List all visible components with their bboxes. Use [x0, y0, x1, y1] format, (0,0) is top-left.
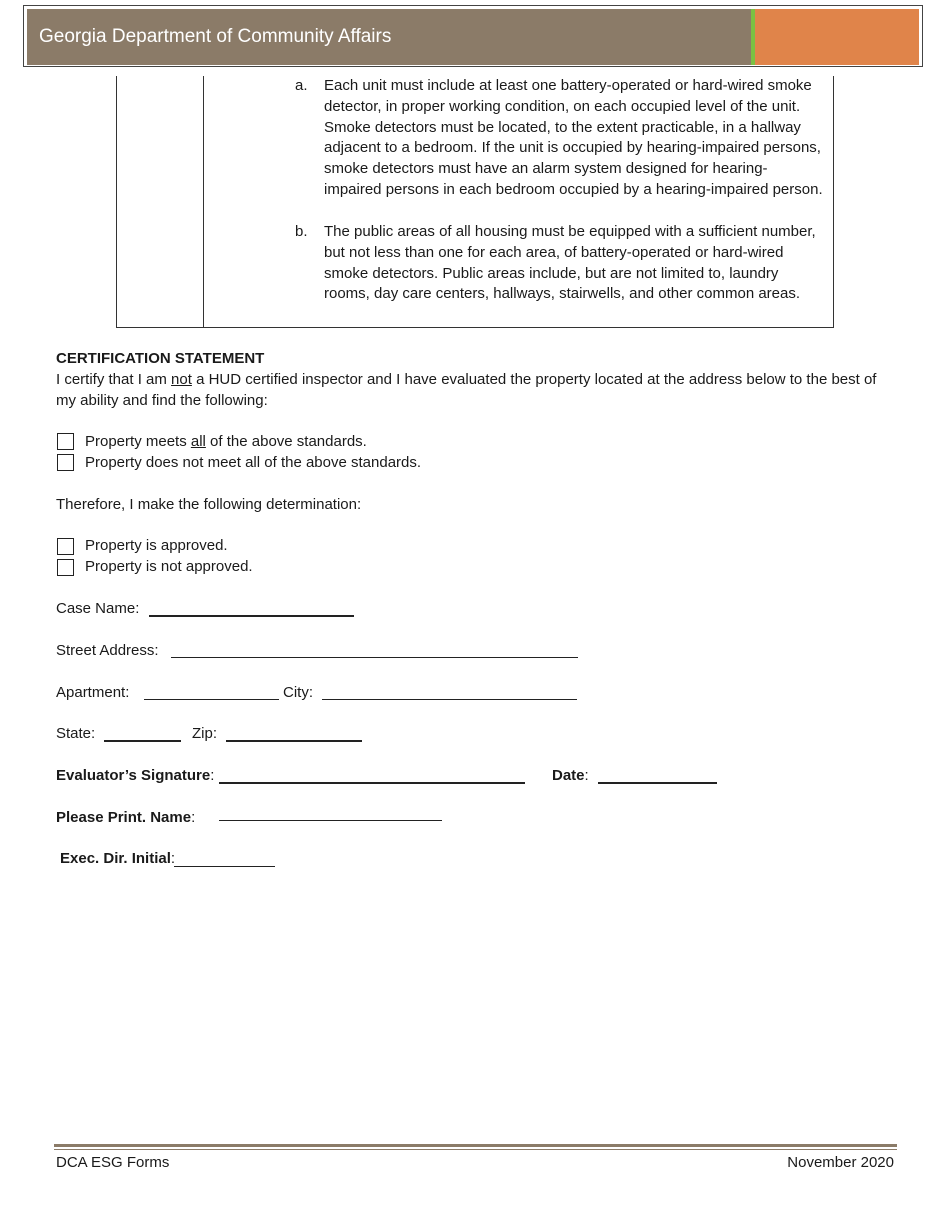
- city-label: City:: [283, 684, 313, 701]
- meets-standards-checkbox[interactable]: [57, 433, 74, 450]
- requirement-item-a: [295, 76, 825, 201]
- state-label: State:: [56, 725, 96, 742]
- requirement-text: The public areas of all housing must be equipped with a sufficient number, but not less than one for each area, of battery-operated or hard-wired smoke detectors. Public areas include, but are not limited to, laundry rooms, day care centers, hallways, stairwells, and other common areas.: [324, 223, 816, 303]
- exec-initial-label: Exec. Dir. Initial:: [60, 850, 176, 867]
- not-meets-standards-checkbox[interactable]: [57, 454, 74, 471]
- meets-standards-label: Property meets all of the above standards.: [85, 433, 367, 450]
- page-header: Georgia Department of Community Affairs: [27, 9, 751, 65]
- not-approved-checkbox[interactable]: [57, 559, 74, 576]
- date-field[interactable]: [598, 782, 717, 784]
- requirement-label: a.: [295, 77, 308, 94]
- requirement-label: b.: [295, 223, 308, 240]
- not-meets-standards-label: Property does not meet all of the above standards.: [85, 454, 422, 471]
- approved-label: Property is approved.: [85, 537, 228, 554]
- requirement-item-b: [295, 222, 825, 305]
- requirement-text: Each unit must include at least one battery-operated or hard-wired smoke detector, in proper working condition, on each occupied level of the unit. Smoke detectors must be located, to the extent practicable, in a hallway adjacent to a bedroom. If the unit is occupied by hearing-impaired persons, smoke detectors must have an alarm system designed for hearing-impaired persons in each bedroom occupied by a hearing-impaired person.: [324, 77, 823, 198]
- certification-heading: CERTIFICATION STATEMENT: [56, 350, 265, 367]
- not-approved-label: Property is not approved.: [85, 558, 253, 575]
- case-name-label: Case Name:: [56, 600, 140, 617]
- table-column-divider: [203, 76, 204, 327]
- certification-statement: I certify that I am not a HUD certified inspector and I have evaluated the property located at the address below to the best of my ability and find the following:: [56, 371, 877, 409]
- apartment-label: Apartment:: [56, 684, 130, 701]
- evaluator-signature-label: Evaluator’s Signature:: [56, 767, 215, 784]
- case-name-field[interactable]: [149, 615, 354, 617]
- print-name-label: Please Print. Name:: [56, 809, 196, 826]
- footer-rule-thin: [54, 1149, 897, 1150]
- requirements-table: [116, 76, 834, 328]
- date-label: Date:: [552, 767, 589, 784]
- city-field[interactable]: [322, 699, 577, 700]
- approved-checkbox[interactable]: [57, 538, 74, 555]
- evaluator-signature-field[interactable]: [219, 782, 525, 784]
- street-address-field[interactable]: [171, 657, 578, 658]
- street-address-label: Street Address:: [56, 642, 159, 659]
- header-accent-orange: [755, 9, 919, 65]
- zip-label: Zip:: [192, 725, 218, 742]
- state-field[interactable]: [104, 740, 181, 742]
- footer-form-name: DCA ESG Forms: [56, 1154, 170, 1171]
- apartment-field[interactable]: [144, 699, 279, 700]
- footer-rule: [54, 1144, 897, 1147]
- print-name-field[interactable]: [219, 820, 442, 821]
- exec-initial-field[interactable]: [174, 866, 275, 867]
- determination-intro: Therefore, I make the following determination:: [56, 496, 362, 513]
- footer-date: November 2020: [787, 1154, 894, 1171]
- zip-field[interactable]: [226, 740, 362, 742]
